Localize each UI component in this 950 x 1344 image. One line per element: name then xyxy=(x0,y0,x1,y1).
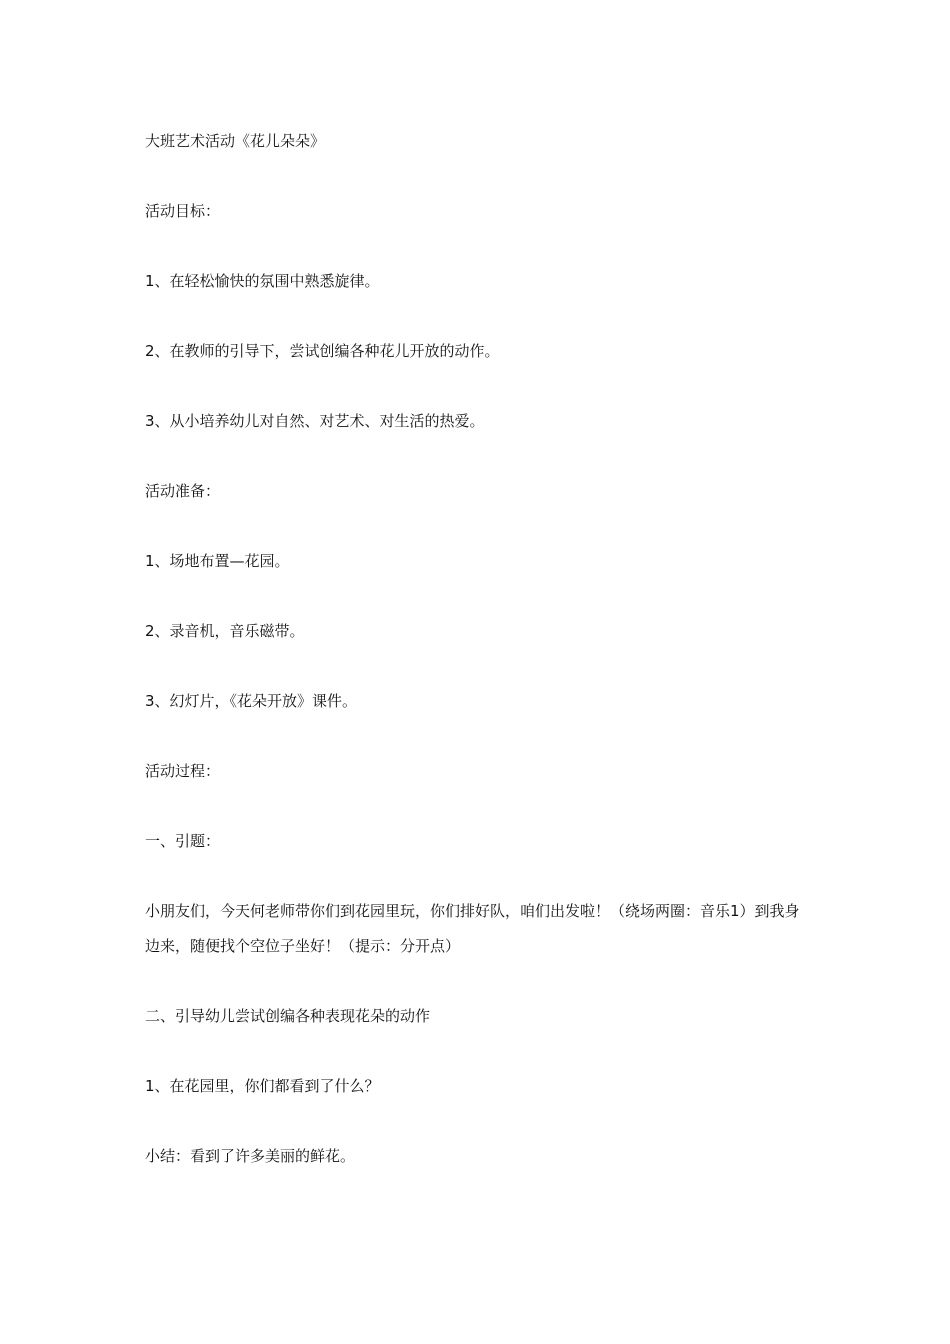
goal-item-3: 3、从小培养幼儿对自然、对艺术、对生活的热爱。 xyxy=(145,412,485,430)
document-body xyxy=(145,124,805,1209)
process-step-2-summary: 小结：看到了许多美丽的鲜花。 xyxy=(145,1147,356,1165)
preparation-item-2: 2、录音机，音乐磁带。 xyxy=(145,622,305,640)
goal-item-2: 2、在教师的引导下，尝试创编各种花儿开放的动作。 xyxy=(145,342,500,360)
process-step-2-question: 1、在花园里，你们都看到了什么？ xyxy=(145,1077,380,1095)
preparation-item-1: 1、场地布置—花园。 xyxy=(145,552,290,570)
section-heading-process: 活动过程： xyxy=(145,762,221,780)
process-step-1-heading: 一、引题： xyxy=(145,832,221,850)
section-heading-goals: 活动目标： xyxy=(145,202,221,220)
goal-item-1: 1、在轻松愉快的氛围中熟悉旋律。 xyxy=(145,272,380,290)
preparation-item-3: 3、幻灯片，《花朵开放》课件。 xyxy=(145,692,358,710)
section-heading-preparation: 活动准备： xyxy=(145,482,221,500)
process-step-1-text: 小朋友们，今天何老师带你们到花园里玩，你们排好队，咱们出发啦！（绕场两圈：音乐1）到我身边来，随便找个空位子坐好！（提示：分开点） xyxy=(145,902,800,955)
document-title: 大班艺术活动《花儿朵朵》 xyxy=(145,132,326,150)
process-step-2-heading: 二、引导幼儿尝试创编各种表现花朵的动作 xyxy=(145,1007,431,1025)
